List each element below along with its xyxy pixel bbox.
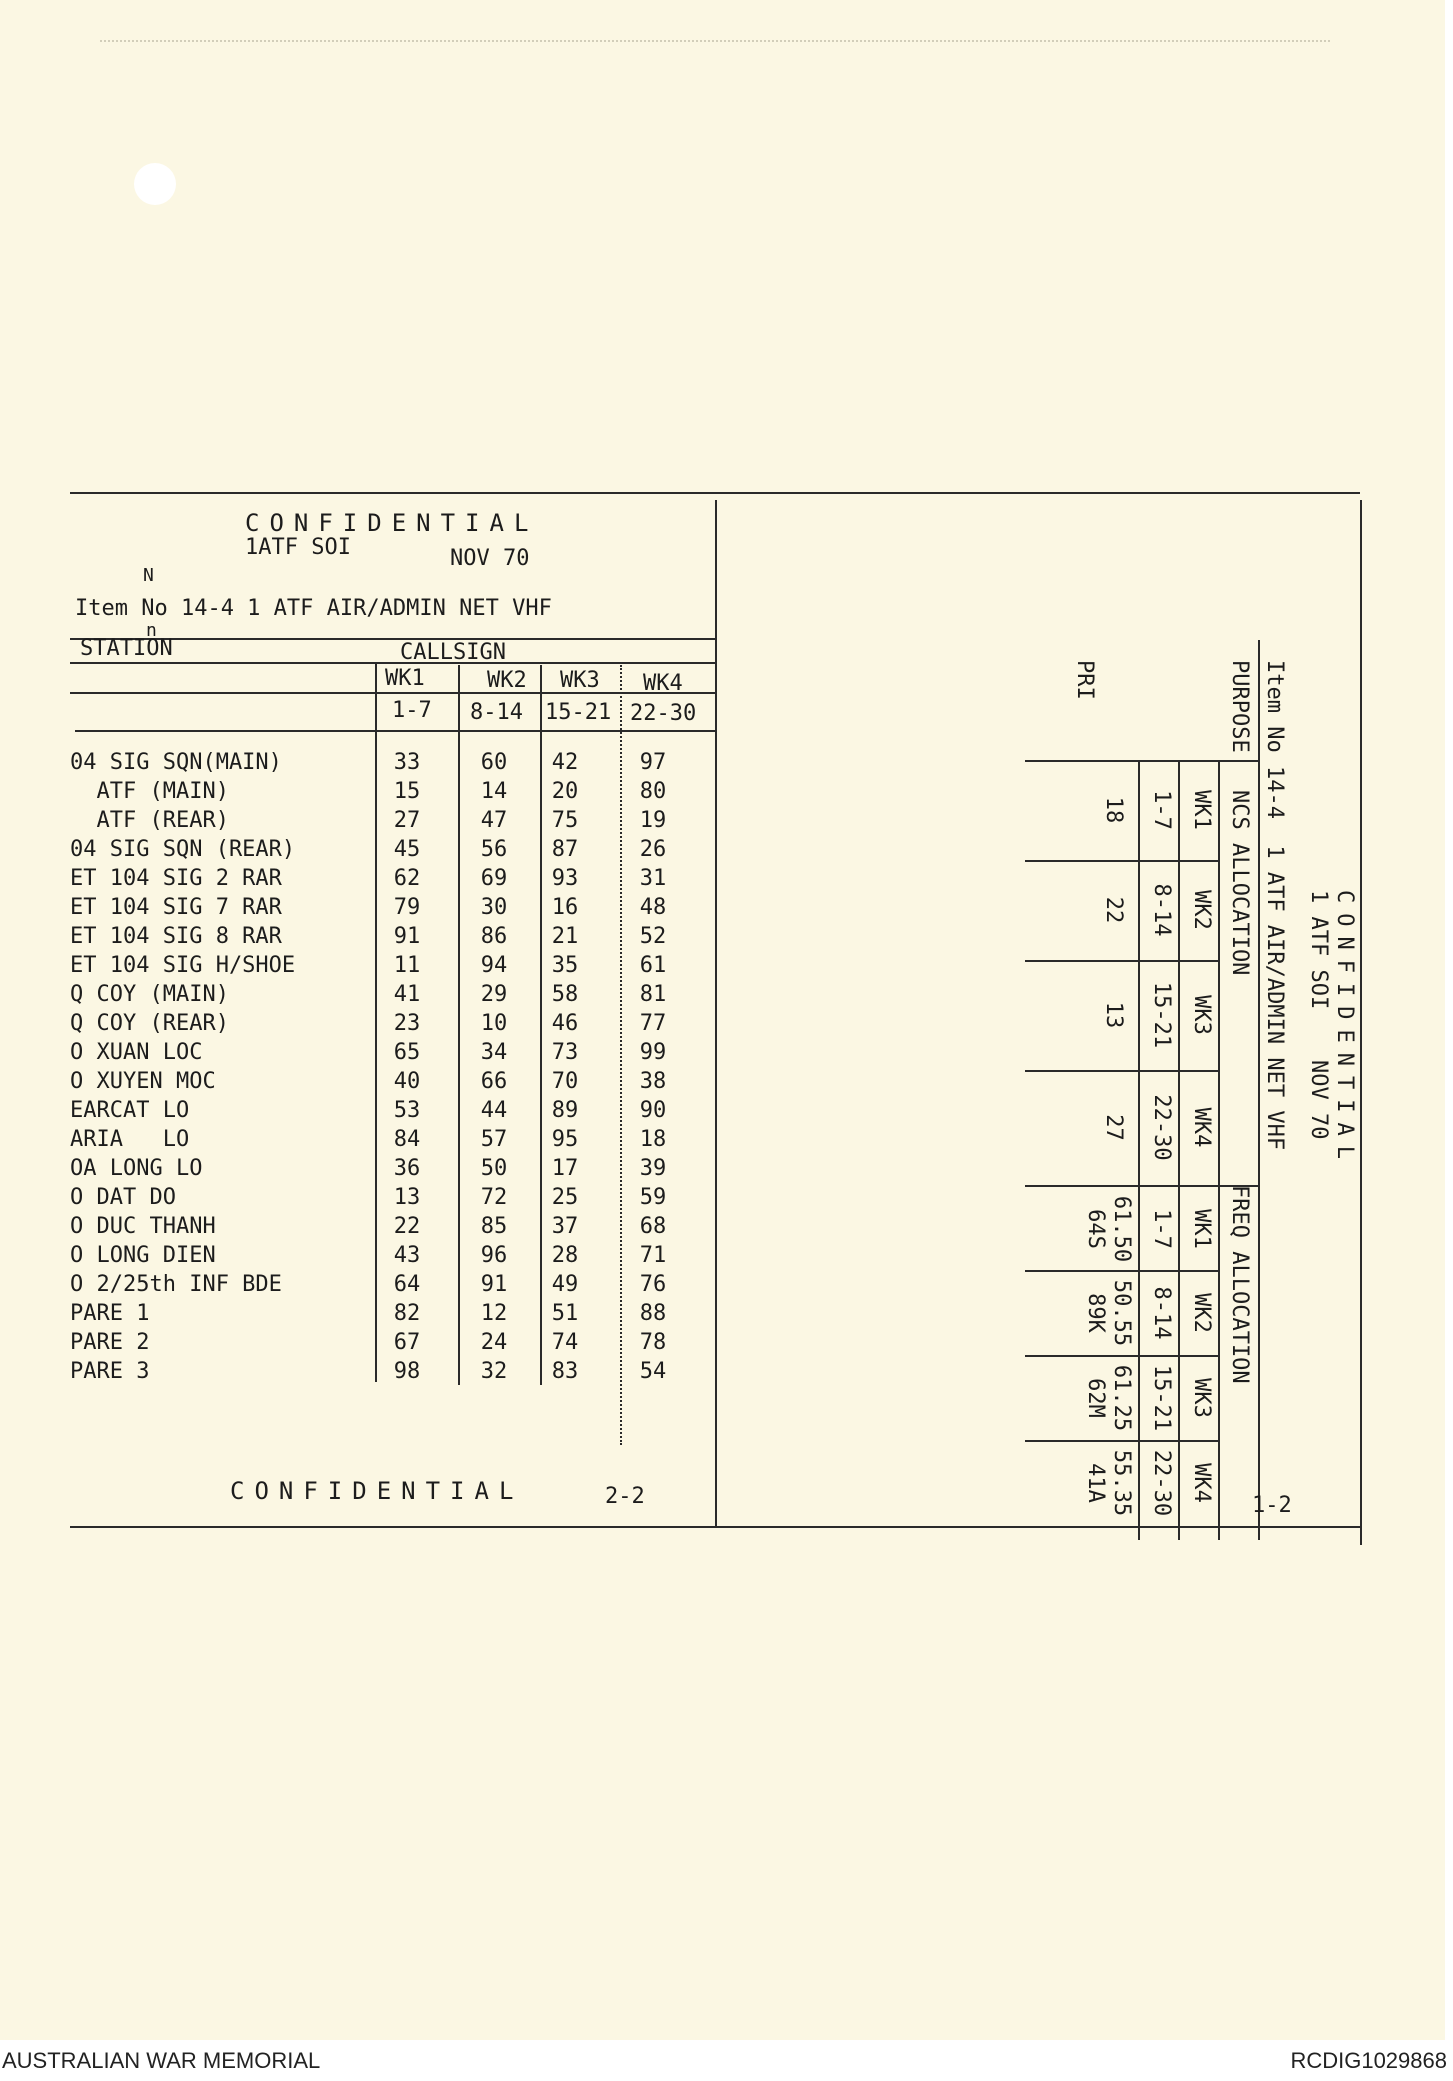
rot-sep-0 [1025, 760, 1260, 762]
callsign-wk2: 60 [480, 750, 508, 775]
rot-sep-2 [1025, 960, 1220, 962]
callsign-wk1: 33 [393, 750, 421, 775]
callsign-wk2: 34 [480, 1040, 508, 1065]
rot-sep-3 [1025, 1070, 1220, 1072]
header-rule-4 [75, 730, 715, 732]
punch-hole [134, 163, 176, 205]
callsign-wk2: 57 [480, 1127, 508, 1152]
callsign-wk4: 78 [639, 1330, 667, 1355]
callsign-wk3: 37 [551, 1214, 579, 1239]
callsign-wk2: 69 [480, 866, 508, 891]
wk3-days: 15-21 [545, 700, 612, 725]
rot-rule-2 [1218, 760, 1220, 1540]
callsign-wk4: 54 [639, 1359, 667, 1384]
station-name: EARCAT LO [70, 1098, 190, 1123]
callsign-wk3: 87 [551, 837, 579, 862]
callsign-wk2: 85 [480, 1214, 508, 1239]
callsign-wk1: 67 [393, 1330, 421, 1355]
callsign-wk3: 28 [551, 1243, 579, 1268]
station-name: ATF (REAR) [70, 808, 229, 833]
callsign-wk3: 42 [551, 750, 579, 775]
freq-wk2-value: 50.55 [1109, 1279, 1134, 1347]
station-name: Q COY (REAR) [70, 1011, 229, 1036]
callsign-wk3: 20 [551, 779, 579, 804]
callsign-wk1: 84 [393, 1127, 421, 1152]
rot-rule-4 [1138, 760, 1140, 1540]
callsign-wk4: 81 [639, 982, 667, 1007]
ncs-wk4-days: 22-30 [1149, 1094, 1174, 1161]
item-title-rotated: Item No 14-4 1 ATF AIR/ADMIN NET VHF [1262, 660, 1287, 1151]
classification-top: CONFIDENTIAL [245, 509, 539, 537]
pri-label: PRI [1072, 660, 1097, 700]
station-name: PARE 1 [70, 1301, 150, 1326]
rot-sep-5 [1025, 1270, 1220, 1272]
ncs-wk3-days: 15-21 [1149, 981, 1174, 1049]
freq-wk2-code: 89K [1083, 1293, 1108, 1333]
classification-rotated: CONFIDENTIAL [1332, 890, 1357, 1169]
wk4-days: 22-30 [630, 701, 697, 726]
callsign-wk4: 61 [639, 953, 667, 978]
unit-ref: 1ATF SOI [245, 535, 351, 560]
callsign-wk3: 83 [551, 1359, 579, 1384]
ncs-wk3-value: 13 [1101, 1001, 1126, 1029]
callsign-wk3: 74 [551, 1330, 579, 1355]
callsign-wk3: 17 [551, 1156, 579, 1181]
archive-catalogue-id: RCDIG1029868 [1290, 2048, 1447, 2073]
callsign-wk3: 73 [551, 1040, 579, 1065]
rotated-panel [1025, 640, 1365, 1540]
station-name: ET 104 SIG H/SHOE [70, 953, 296, 978]
callsign-wk4: 31 [639, 866, 667, 891]
station-header: STATION [80, 636, 173, 661]
station-name: OA LONG LO [70, 1156, 203, 1181]
ncs-wk3-label: WK3 [1189, 995, 1214, 1035]
station-name: O XUYEN MOC [70, 1069, 216, 1094]
callsign-wk4: 77 [639, 1011, 667, 1036]
callsign-wk4: 76 [639, 1272, 667, 1297]
freq-wk3-days: 15-21 [1149, 1364, 1174, 1432]
rot-sep-7 [1025, 1440, 1220, 1442]
callsign-wk4: 68 [639, 1214, 667, 1239]
callsign-wk2: 10 [480, 1011, 508, 1036]
purpose-label: PURPOSE [1227, 660, 1252, 753]
callsign-wk4: 88 [639, 1301, 667, 1326]
rot-sep-mid [1025, 1185, 1260, 1187]
callsign-wk3: 51 [551, 1301, 579, 1326]
freq-wk3-value: 61.25 [1109, 1364, 1134, 1432]
paper-edge-marks [100, 40, 1330, 46]
station-name: O 2/25th INF BDE [70, 1272, 282, 1297]
station-name: ET 104 SIG 2 RAR [70, 866, 282, 891]
callsign-wk4: 59 [639, 1185, 667, 1210]
classification-bottom: CONFIDENTIAL [230, 1477, 524, 1505]
ncs-wk1-days: 1-7 [1149, 790, 1174, 830]
unit-ref-rotated: 1 ATF SOI [1306, 890, 1331, 1010]
wk1-days: 1-7 [392, 698, 432, 723]
station-name: 04 SIG SQN(MAIN) [70, 750, 282, 775]
freq-wk1-value: 61.50 [1109, 1195, 1134, 1263]
frame-top-line [70, 492, 1360, 494]
callsign-wk2: 32 [480, 1359, 508, 1384]
header-rule-3 [70, 692, 715, 694]
date-rotated: NOV 70 [1306, 1060, 1331, 1140]
station-name: O DAT DO [70, 1185, 176, 1210]
callsign-wk3: 95 [551, 1127, 579, 1152]
callsign-wk3: 46 [551, 1011, 579, 1036]
callsign-wk2: 72 [480, 1185, 508, 1210]
freq-wk1-label: WK1 [1189, 1209, 1214, 1249]
callsign-wk1: 40 [393, 1069, 421, 1094]
callsign-wk1: 23 [393, 1011, 421, 1036]
callsign-wk3: 25 [551, 1185, 579, 1210]
wk2-label: WK2 [487, 668, 527, 693]
rot-rule-3 [1178, 760, 1180, 1540]
callsign-wk1: 82 [393, 1301, 421, 1326]
callsign-wk1: 98 [393, 1359, 421, 1384]
ncs-wk4-label: WK4 [1189, 1107, 1214, 1148]
freq-wk2-days: 8-14 [1149, 1286, 1174, 1340]
freq-header: FREQ ALLOCATION [1227, 1185, 1252, 1384]
callsign-wk1: 79 [393, 895, 421, 920]
callsign-wk3: 93 [551, 866, 579, 891]
callsign-wk2: 94 [480, 953, 508, 978]
callsign-wk2: 50 [480, 1156, 508, 1181]
callsign-wk1: 64 [393, 1272, 421, 1297]
callsign-wk4: 26 [639, 837, 667, 862]
callsign-wk3: 21 [551, 924, 579, 949]
handwritten-annotation-n-small: n [146, 620, 157, 641]
station-name: O LONG DIEN [70, 1243, 216, 1268]
wk3-label: WK3 [560, 668, 600, 693]
callsign-wk2: 86 [480, 924, 508, 949]
freq-wk4-days: 22-30 [1149, 1449, 1174, 1517]
callsign-wk3: 35 [551, 953, 579, 978]
station-name: ATF (MAIN) [70, 779, 229, 804]
ncs-wk2-days: 8-14 [1149, 883, 1174, 937]
callsign-wk2: 44 [480, 1098, 508, 1123]
callsign-wk3: 49 [551, 1272, 579, 1297]
callsign-wk1: 11 [393, 953, 421, 978]
callsign-wk1: 53 [393, 1098, 421, 1123]
callsign-wk1: 65 [393, 1040, 421, 1065]
page-ref-left: 2-2 [605, 1484, 645, 1509]
callsign-wk1: 91 [393, 924, 421, 949]
callsign-wk4: 97 [639, 750, 667, 775]
callsign-wk1: 62 [393, 866, 421, 891]
callsign-wk4: 18 [639, 1127, 667, 1152]
callsign-wk3: 89 [551, 1098, 579, 1123]
ncs-wk1-value: 18 [1101, 796, 1126, 824]
callsign-wk2: 24 [480, 1330, 508, 1355]
callsign-wk2: 14 [480, 779, 508, 804]
freq-wk2-label: WK2 [1189, 1293, 1214, 1333]
wk4-label: WK4 [643, 671, 683, 696]
frame-center-divider [715, 500, 717, 1526]
callsign-wk4: 52 [639, 924, 667, 949]
rot-rule-1 [1258, 640, 1260, 1540]
freq-wk4-value: 55.35 [1109, 1449, 1134, 1517]
callsign-wk4: 99 [639, 1040, 667, 1065]
header-rule-2 [70, 662, 715, 664]
rot-sep-6 [1025, 1355, 1220, 1357]
callsign-wk2: 66 [480, 1069, 508, 1094]
callsign-wk3: 70 [551, 1069, 579, 1094]
callsign-wk3: 75 [551, 808, 579, 833]
freq-wk3-label: WK3 [1189, 1378, 1214, 1418]
station-name: PARE 3 [70, 1359, 150, 1384]
wk2-days: 8-14 [470, 700, 523, 725]
date: NOV 70 [450, 546, 530, 571]
freq-wk1-days: 1-7 [1149, 1209, 1174, 1249]
callsign-wk2: 47 [480, 808, 508, 833]
station-name: Q COY (MAIN) [70, 982, 229, 1007]
ncs-wk4-value: 27 [1101, 1114, 1126, 1141]
freq-wk1-code: 64S [1083, 1209, 1108, 1249]
callsign-wk1: 13 [393, 1185, 421, 1210]
archive-institution: AUSTRALIAN WAR MEMORIAL [2, 2048, 321, 2073]
ncs-wk2-value: 22 [1101, 896, 1126, 924]
item-title: Item No 14-4 1 ATF AIR/ADMIN NET VHF [75, 596, 552, 621]
callsign-wk3: 58 [551, 982, 579, 1007]
callsign-wk4: 48 [639, 895, 667, 920]
station-name: ARIA LO [70, 1127, 190, 1152]
callsign-wk4: 80 [639, 779, 667, 804]
callsign-wk1: 41 [393, 982, 421, 1007]
callsign-wk1: 15 [393, 779, 421, 804]
station-name: O DUC THANH [70, 1214, 216, 1239]
callsign-wk2: 12 [480, 1301, 508, 1326]
ncs-header: NCS ALLOCATION [1227, 790, 1252, 976]
station-name: O XUAN LOC [70, 1040, 203, 1065]
station-name: 04 SIG SQN (REAR) [70, 837, 296, 862]
callsign-wk2: 91 [480, 1272, 508, 1297]
callsign-header: CALLSIGN [400, 640, 506, 665]
rot-sep-1 [1025, 860, 1220, 862]
freq-wk4-label: WK4 [1189, 1463, 1214, 1503]
freq-wk3-code: 62M [1083, 1378, 1108, 1418]
station-name: ET 104 SIG 7 RAR [70, 895, 282, 920]
callsign-wk1: 22 [393, 1214, 421, 1239]
callsign-wk3: 16 [551, 895, 579, 920]
station-name: ET 104 SIG 8 RAR [70, 924, 282, 949]
callsign-wk1: 27 [393, 808, 421, 833]
page-ref-right: 1-2 [1252, 1493, 1292, 1518]
callsign-wk1: 43 [393, 1243, 421, 1268]
station-name: PARE 2 [70, 1330, 150, 1355]
wk1-label: WK1 [385, 666, 425, 691]
callsign-wk4: 19 [639, 808, 667, 833]
callsign-wk2: 29 [480, 982, 508, 1007]
callsign-wk4: 38 [639, 1069, 667, 1094]
callsign-wk4: 39 [639, 1156, 667, 1181]
ncs-wk2-label: WK2 [1189, 890, 1214, 930]
callsign-wk1: 45 [393, 837, 421, 862]
callsign-wk2: 96 [480, 1243, 508, 1268]
ncs-wk1-label: WK1 [1189, 790, 1214, 830]
callsign-wk1: 36 [393, 1156, 421, 1181]
callsign-wk4: 71 [639, 1243, 667, 1268]
callsign-wk2: 56 [480, 837, 508, 862]
callsign-wk4: 90 [639, 1098, 667, 1123]
freq-wk4-code: 41A [1083, 1463, 1108, 1503]
handwritten-annotation-n: N [143, 565, 154, 586]
callsign-wk2: 30 [480, 895, 508, 920]
